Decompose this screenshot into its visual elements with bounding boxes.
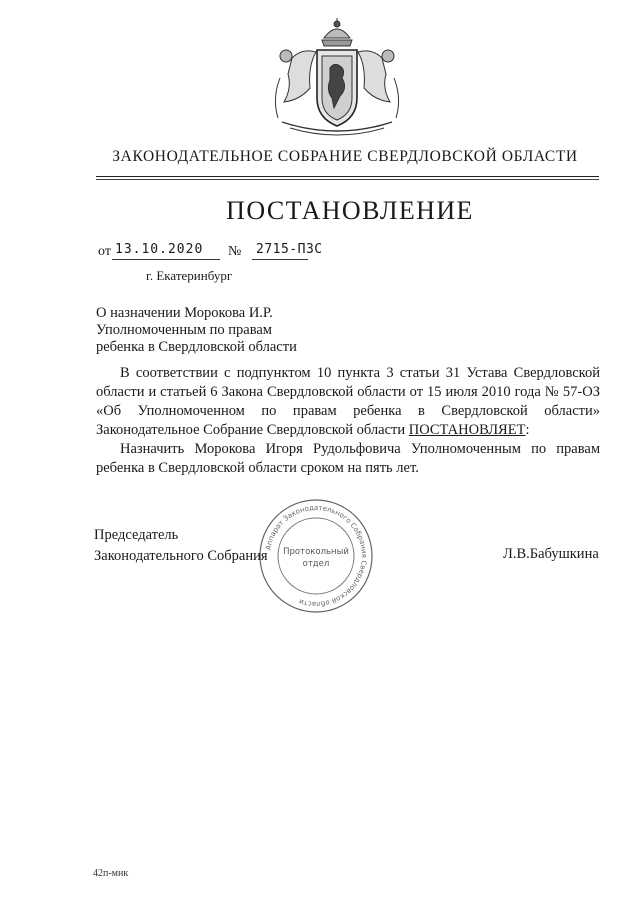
signatory-title [94,525,268,567]
document-title: ПОСТАНОВЛЕНИЕ [226,196,474,225]
organization-name: ЗАКОНОДАТЕЛЬНОЕ СОБРАНИЕ СВЕРДЛОВСКОЙ ОБЛАСТИ [112,148,578,165]
subject-line: ребенка в Свердловской области [96,339,297,355]
number-underline [252,259,308,260]
date-label: от [98,244,111,259]
header-divider-bottom [96,179,599,180]
document-number: 2715-ПЗС [256,242,323,257]
stamp-center-line2: отдел [302,559,330,569]
subject-heading [96,305,336,356]
signatory-name: Л.В.Бабушкина [503,546,599,562]
stamp-ring-path: Аппарат Законодательного Собрания Свердловской области [264,503,369,609]
preamble-end: : [525,422,530,438]
stamp-center-line1: Протокольный [283,547,349,557]
resolution-paragraph: Назначить Морокова Игоря Рудольфовича Уполномоченным по правам ребенка в Свердловской области сроком на пять лет. [96,441,600,476]
number-label: № [228,244,242,259]
city: г. Екатеринбург [146,268,233,283]
decree-word: ПОСТАНОВЛЯЕТ [408,422,526,438]
signatory-title-line: Председатель [94,527,179,543]
preamble-text: В соответствии с подпунктом 10 пункта 3 статьи 31 Устава Свердловской области и статьей 6 Закона Свердловской области от 15 июля 2010 года № 57-ОЗ «Об Уполномоченном по правам ребенка в Свердловской области» Законодательное Собрание Свердловской области [96,365,600,438]
document-body [96,364,600,478]
preamble-paragraph [96,364,600,440]
document-date: 13.10.2020 [115,242,204,257]
coat-of-arms-emblem [262,18,412,136]
signatory-title-line: Законодательного Собрания [94,548,268,564]
subject-line: О назначении Морокова И.Р. [96,305,273,321]
official-stamp [258,498,374,614]
subject-line: Уполномоченным по правам [96,322,272,338]
footer-code: 42п-мнк [93,868,129,879]
header-divider-top [96,176,599,177]
date-underline [112,259,220,260]
